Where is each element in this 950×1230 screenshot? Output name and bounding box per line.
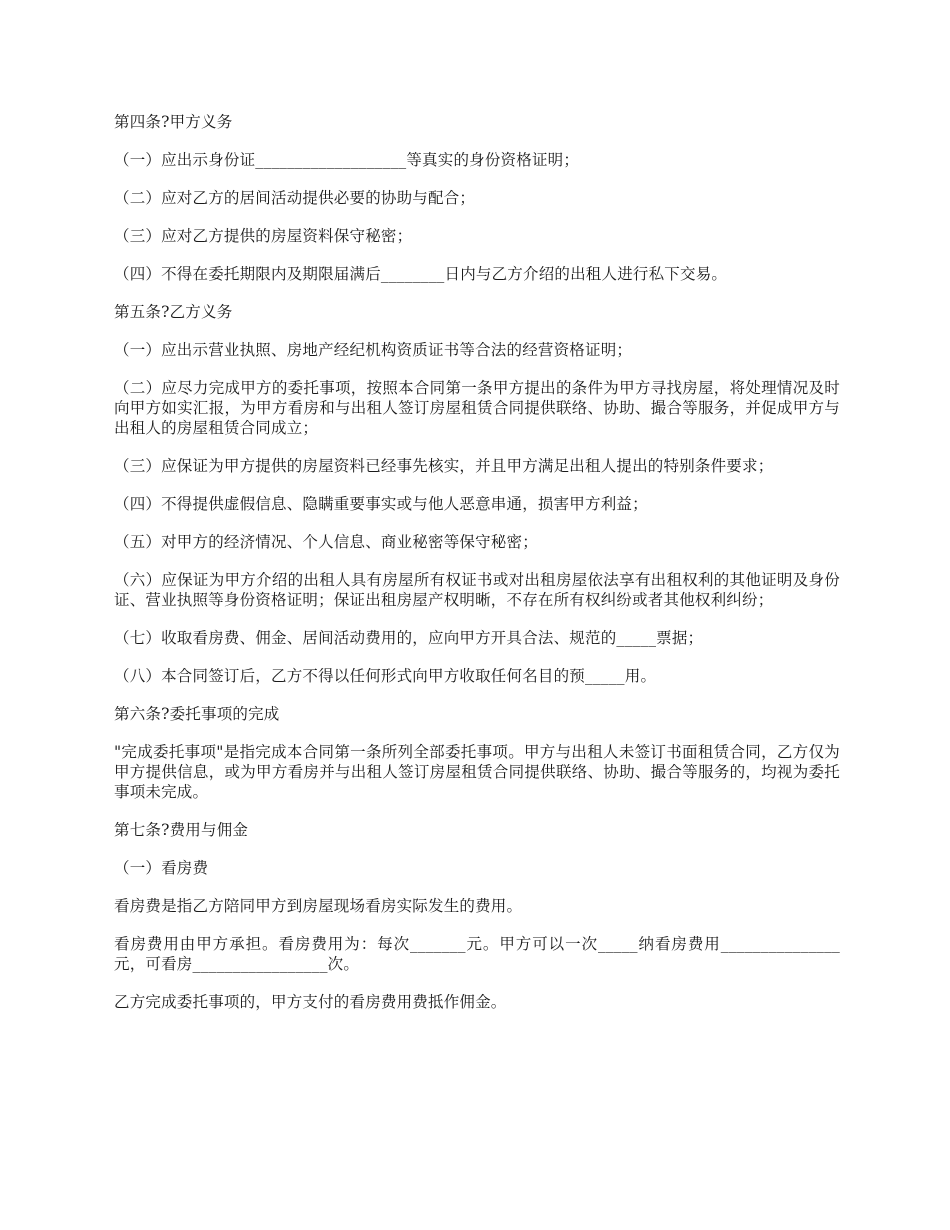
- article-5-clause-3: （三）应保证为甲方提供的房屋资料已经事先核实，并且甲方满足出租人提出的特别条件要求；: [114, 457, 774, 475]
- article-6-heading: 第六条?委托事项的完成: [114, 705, 280, 723]
- article-4-heading: 第四条?甲方义务: [114, 113, 233, 131]
- article-5-clause-6: （六）应保证为甲方介绍的出租人具有房屋所有权证书或对出租房屋依法享有出租权利的其他证明及身份证、营业执照等身份资格证明；保证出租房屋产权明晰，不存在所有权纠纷或者其他权利纠纷；: [114, 571, 840, 609]
- article-7-viewing-fee-definition: 看房费是指乙方陪同甲方到房屋现场看房实际发生的费用。: [114, 897, 523, 915]
- article-7-heading: 第七条?费用与佣金: [114, 821, 249, 839]
- article-6-body: "完成委托事项"是指完成本合同第一条所列全部委托事项。甲方与出租人未签订书面租赁合同，乙方仅为甲方提供信息，或为甲方看房并与出租人签订房屋租赁合同提供联络、协助、撮合等服务的，均视为委托事项未完成。: [114, 743, 840, 801]
- article-7-viewing-fee-offset: 乙方完成委托事项的，甲方支付的看房费用费抵作佣金。: [114, 993, 507, 1011]
- document-page: [114, 112, 840, 1030]
- article-4-clause-2: （二）应对乙方的居间活动提供必要的协助与配合；: [114, 189, 476, 207]
- article-5-clause-2: （二）应尽力完成甲方的委托事项，按照本合同第一条甲方提出的条件为甲方寻找房屋，将处理情况及时向甲方如实汇报，为甲方看房和与出租人签订房屋租赁合同提供联络、协助、撮合等服务，并促成甲方与出租人的房屋租赁合同成立；: [114, 379, 840, 437]
- article-4-clause-1: （一）应出示身份证___________________等真实的身份资格证明；: [114, 151, 580, 169]
- article-7-clause-1-title: （一）看房费: [114, 859, 209, 877]
- article-4-clause-4: （四）不得在委托期限内及期限届满后________日内与乙方介绍的出租人进行私下交易。: [114, 265, 728, 283]
- article-5-heading: 第五条?乙方义务: [114, 303, 233, 321]
- article-5-clause-7: （七）收取看房费、佣金、居间活动费用的，应向甲方开具合法、规范的_____票据；: [114, 629, 704, 647]
- article-5-clause-4: （四）不得提供虚假信息、隐瞒重要事实或与他人恶意串通，损害甲方利益；: [114, 495, 648, 513]
- article-5-clause-8: （八）本合同签订后，乙方不得以任何形式向甲方收取任何名目的预_____用。: [114, 667, 657, 685]
- article-7-viewing-fee-terms: 看房费用由甲方承担。看房费用为：每次_______元。甲方可以一次_____纳看房费用_______________元，可看房_________________次。: [114, 935, 840, 973]
- article-5-clause-1: （一）应出示营业执照、房地产经纪机构资质证书等合法的经营资格证明；: [114, 341, 633, 359]
- article-4-clause-3: （三）应对乙方提供的房屋资料保守秘密；: [114, 227, 413, 245]
- article-5-clause-5: （五）对甲方的经济情况、个人信息、商业秘密等保守秘密；: [114, 533, 538, 551]
